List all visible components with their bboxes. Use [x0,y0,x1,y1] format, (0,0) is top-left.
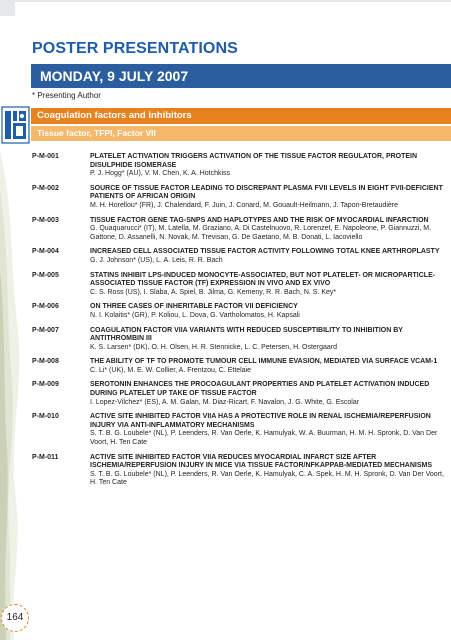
abstract-code: P-M-003 [32,216,59,224]
abstract-authors: S. T. B. G. Loubele* (NL), P. Leenders, R. Van Oerle, K. Hamulyak, C. A. Spek, H. M. H. Spronk, D. Van Der Voort, H. Ten Cate [90,470,444,487]
abstract-title: ON THREE CASES OF INHERITABLE FACTOR VII DEFICIENCY [90,303,298,311]
abstract-entry [32,454,447,488]
abstract-title: ACTIVE SITE INHIBITED FACTOR VIIA HAS A PROTECTIVE ROLE IN RENAL ISCHEMIA/REPERFUSION INJURY VIA ANTI-INFLAMMATORY MECHANISMS [90,413,431,429]
abstract-title: TISSUE FACTOR GENE TAG-SNPS AND HAPLOTYPES AND THE RISK OF MYOCARDIAL INFARCTION [90,216,429,224]
abstract-entry [32,185,447,211]
abstract-authors: M. H. Horellou* (FR), J. Chalendard, F. Juin, J. Conard, M. Gouault-Heilmann, J. Tapon-Bretaudière [90,201,398,209]
abstract-title: THE ABILITY OF TF TO PROMOTE TUMOUR CELL IMMUNE EVASION, MEDIATED VIA SURFACE VCAM-1 [90,358,438,366]
abstract-body [90,272,447,298]
abstract-body [90,153,447,179]
abstract-code: P-M-001 [32,153,59,160]
abstract-title: SEROTONIN ENHANCES THE PROCOAGULANT PROPERTIES AND PLATELET ACTIVATION INDUCED DURING PLATELET UP TAKE OF TISSUE FACTOR [90,381,430,398]
abstract-body [90,381,447,407]
abstract-list [32,153,447,494]
section-title: POSTER PRESENTATIONS [32,40,238,57]
abstract-body [90,303,447,320]
top-border-line [15,0,451,2]
abstract-code: P-M-011 [32,453,59,461]
abstract-code: P-M-002 [32,184,59,192]
presenting-author-note: * Presenting Author [32,91,101,100]
abstract-title: COAGULATION FACTOR VIIA VARIANTS WITH REDUCED SUSCEPTIBILITY TO INHIBITION BY ANTITHROMBIN III [90,326,403,343]
abstract-entry [32,327,447,353]
abstract-body [90,413,447,447]
abstract-body [90,327,447,353]
abstract-entry [32,272,447,298]
abstract-body [90,454,447,488]
abstract-entry [32,217,447,243]
abstract-authors: K. S. Larsen* (DK), O. H. Olsen, H. R. Stennicke, L. C. Petersen, H. Ostergaard [90,343,338,351]
abstract-entry [32,248,447,265]
abstract-entry [32,413,447,447]
abstract-authors: N. I. Kolaitis* (GR), P. Koliou, L. Dova, G. Vartholomatos, H. Kapsali [90,311,300,319]
abstract-title: SOURCE OF TISSUE FACTOR LEADING TO DISCREPANT PLASMA FVII LEVELS IN EIGHT FVII-DEFICIENT PATIENTS OF AFRICAN ORIGIN [90,184,443,201]
abstract-title: PLATELET ACTIVATION TRIGGERS ACTIVATION OF THE TISSUE FACTOR REGULATOR, PROTEIN DISULPHIDE ISOMERASE [90,153,418,169]
abstract-title: INCREASED CELL ASSOCIATED TISSUE FACTOR ACTIVITY FOLLOWING TOTAL KNEE ARTHROPLASTY [90,248,440,256]
subcategory-name: Tissue factor, TFPI, Factor VII [37,128,156,138]
abstract-code: P-M-006 [32,303,59,311]
abstract-authors: G. J. Johnson* (US), L. A. Leis, R. R. Bach [90,256,223,264]
abstract-code: P-M-008 [32,358,59,366]
abstract-code: P-M-007 [32,326,59,334]
abstract-authors: C. Li* (UK), M. E. W. Collier, A. Frentzou, C. Ettelaie [90,366,252,374]
subcategory-bar [31,126,451,141]
abstract-entry [32,381,447,407]
day-heading: MONDAY, 9 JULY 2007 [40,68,189,84]
abstract-entry [32,303,447,320]
category-bar [31,108,451,124]
abstract-entry [32,153,447,179]
category-name: Coagulation factors and inhibitors [37,110,192,121]
abstract-body [90,248,447,265]
day-heading-bar [31,64,451,88]
abstract-authors: I. Lopez-Vilchez* (ES), A. M. Galan, M. Diaz-Ricart, F. Navalon, J. G. White, G. Escolar [90,398,360,406]
corner-decoration [0,0,15,16]
abstract-authors: P. J. Hogg* (AU), V. M. Chen, K. A. Hotchkiss [90,170,231,178]
abstract-code: P-M-009 [32,381,59,389]
side-decoration [0,150,28,640]
abstract-body [90,217,447,243]
abstract-title: STATINS INHIBIT LPS-INDUCED MONOCYTE-ASSOCIATED, BUT NOT PLATELET- OR MICROPARTICLE-ASSOCIATED TISSUE FACTOR (TF) EXPRESSION IN VIVO AND EX VIVO [90,271,436,288]
abstract-code: P-M-004 [32,248,59,256]
congress-logo-icon [1,106,30,144]
abstract-authors: S. T. B. G. Loubele* (NL), P. Leenders, R. Van Oerle, K. Hamulyak, W. A. Buurman, H. M. H. Spronk, D. Van Der Voort, H. Ten Cate [90,430,438,447]
abstract-authors: C. S. Ross (US), I. Slaba, A. Spiel, B. Jilma, G. Kemeny, R. R. Bach, N. S. Key* [90,288,337,296]
abstract-title: ACTIVE SITE INHIBITED FACTOR VIIA REDUCES MYOCARDIAL INFARCT SIZE AFTER ISCHEMIA/REPERFUSION INJURY IN MICE VIA TISSUE FACTOR/NFKAPPAB-MEDIATED MECHANISMS [90,453,432,470]
abstract-entry [32,358,447,375]
abstract-code: P-M-010 [32,413,59,421]
page-number: 164 [1,604,29,632]
abstract-code: P-M-005 [32,271,59,279]
abstract-body [90,185,447,211]
abstract-body [90,358,447,375]
abstract-authors: G. Quaquarucci* (IT), M. Latella, M. Graziano, A. Di Castelnuovo, R. Lorenzet, E. Napoleone, P. Giannuzzi, M. Gattone, D. Assanelli, N. Novak, M. Trevisan, G. De Gaetano, M. B. Donati, L. Iacoviello [90,225,432,241]
